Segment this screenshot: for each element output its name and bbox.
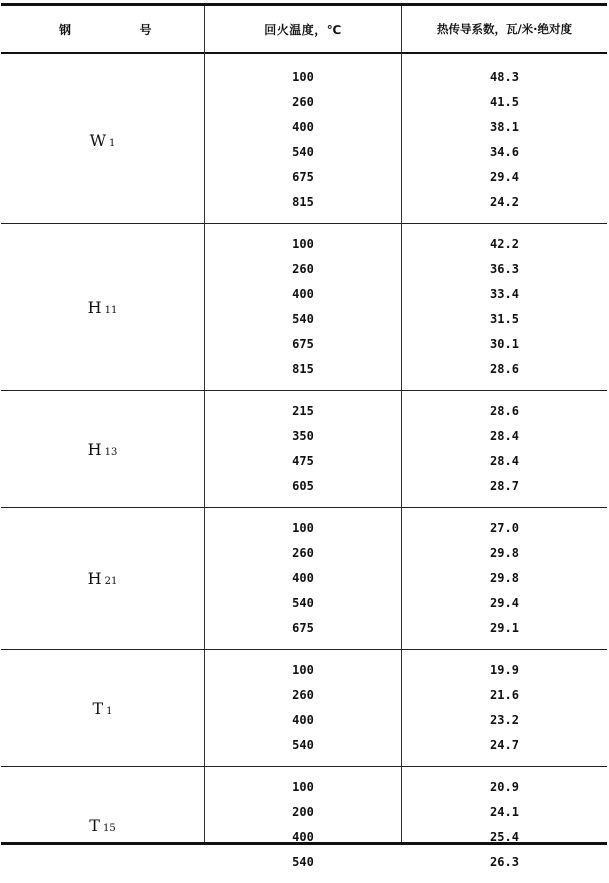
steel-grade-number: 11 bbox=[104, 304, 118, 316]
table-row bbox=[1, 332, 607, 357]
tempering-temperature-cell: 400 bbox=[292, 830, 314, 844]
table-row bbox=[1, 232, 607, 257]
table-row bbox=[1, 683, 607, 708]
steel-grade-letter: H bbox=[87, 297, 102, 317]
table-row bbox=[1, 357, 607, 382]
conductivity-value-cell: 28.4 bbox=[490, 429, 519, 443]
tempering-temperature-cell: 540 bbox=[292, 855, 314, 869]
tempering-temperature-cell: 400 bbox=[292, 713, 314, 727]
table-row bbox=[1, 65, 607, 90]
conductivity-value-cell: 24.2 bbox=[490, 195, 519, 209]
tempering-temperature-cell: 350 bbox=[292, 429, 314, 443]
table-row bbox=[1, 658, 607, 683]
steel-grade-letter: H bbox=[87, 569, 102, 588]
steel-group bbox=[1, 391, 607, 507]
conductivity-value-cell: 24.1 bbox=[490, 805, 519, 819]
tempering-temperature-cell: 815 bbox=[292, 362, 314, 376]
conductivity-value-cell: 28.7 bbox=[490, 479, 519, 493]
table-row bbox=[1, 165, 607, 190]
conductivity-value-cell: 42.2 bbox=[490, 237, 519, 251]
steel-grade-letter: T bbox=[92, 698, 104, 718]
tempering-temperature-cell: 260 bbox=[292, 546, 314, 560]
conductivity-value-cell: 24.7 bbox=[490, 738, 519, 752]
tempering-temperature-cell: 605 bbox=[292, 479, 314, 493]
conductivity-value-cell: 23.2 bbox=[490, 713, 519, 727]
table-row bbox=[1, 137, 607, 165]
conductivity-value-cell: 29.4 bbox=[490, 596, 519, 610]
table-row bbox=[1, 257, 607, 282]
group-separator bbox=[1, 649, 607, 650]
steel-group bbox=[1, 224, 607, 390]
header-steel-char-2: 号 bbox=[139, 22, 152, 37]
tempering-temperature-cell: 100 bbox=[292, 780, 314, 794]
conductivity-value-cell: 34.6 bbox=[490, 145, 519, 159]
group-separator bbox=[1, 223, 607, 224]
table-row bbox=[1, 516, 607, 541]
tempering-temperature-cell: 215 bbox=[292, 404, 314, 418]
table-row bbox=[1, 733, 607, 758]
conductivity-value-cell: 29.1 bbox=[490, 621, 519, 635]
tempering-temperature-cell: 100 bbox=[292, 237, 314, 251]
tempering-temperature-cell: 815 bbox=[292, 195, 314, 209]
table-row bbox=[1, 304, 607, 332]
table-row bbox=[1, 424, 607, 449]
conductivity-value-cell: 38.1 bbox=[490, 120, 519, 134]
table-row bbox=[1, 566, 607, 591]
table-row bbox=[1, 705, 607, 733]
conductivity-value-cell: 19.9 bbox=[490, 663, 519, 677]
steel-group bbox=[1, 650, 607, 766]
tempering-temperature-cell: 675 bbox=[292, 170, 314, 184]
header-temperature: 回火温度，℃ bbox=[264, 22, 342, 37]
table-row bbox=[1, 616, 607, 641]
steel-group bbox=[1, 508, 607, 649]
tempering-temperature-cell: 675 bbox=[292, 621, 314, 635]
tempering-temperature-cell: 260 bbox=[292, 688, 314, 702]
table-header bbox=[1, 6, 607, 52]
table-row bbox=[1, 115, 607, 140]
tempering-temperature-cell: 100 bbox=[292, 70, 314, 84]
table-row bbox=[1, 775, 607, 800]
header-conductivity: 热传导系数，瓦/米·绝对度 bbox=[436, 22, 573, 36]
tempering-temperature-cell: 100 bbox=[292, 663, 314, 677]
steel-grade-number: 13 bbox=[104, 446, 118, 458]
steel-grade-letter: W bbox=[89, 130, 107, 150]
conductivity-value-cell: 20.9 bbox=[490, 780, 519, 794]
conductivity-value-cell: 28.6 bbox=[490, 362, 519, 376]
table-row bbox=[1, 399, 607, 424]
table-row bbox=[1, 474, 607, 499]
tempering-temperature-cell: 540 bbox=[292, 738, 314, 752]
conductivity-value-cell: 41.5 bbox=[490, 95, 519, 109]
conductivity-value-cell: 25.4 bbox=[490, 830, 519, 844]
conductivity-value-cell: 26.3 bbox=[490, 855, 519, 869]
conductivity-value-cell: 29.4 bbox=[490, 170, 519, 184]
tempering-temperature-cell: 260 bbox=[292, 95, 314, 109]
group-separator bbox=[1, 766, 607, 767]
tempering-temperature-cell: 675 bbox=[292, 337, 314, 351]
steel-group bbox=[1, 57, 607, 223]
conductivity-value-cell: 30.1 bbox=[490, 337, 519, 351]
tempering-temperature-cell: 200 bbox=[292, 805, 314, 819]
table-row bbox=[1, 800, 607, 825]
conductivity-value-cell: 27.0 bbox=[490, 521, 519, 535]
table-row bbox=[1, 850, 607, 875]
steel-group bbox=[1, 767, 607, 883]
steel-grade-letter: T bbox=[89, 815, 100, 835]
conductivity-value-cell: 33.4 bbox=[490, 287, 519, 301]
table-row bbox=[1, 190, 607, 215]
steel-grade-number: 21 bbox=[104, 576, 118, 587]
tempering-temperature-cell: 540 bbox=[292, 596, 314, 610]
tempering-temperature-cell: 400 bbox=[292, 120, 314, 134]
table-row bbox=[1, 591, 607, 616]
tempering-temperature-cell: 475 bbox=[292, 454, 314, 468]
header-steel-grade bbox=[1, 6, 204, 52]
steel-grade-letter: H bbox=[87, 439, 102, 459]
steel-grade-number: 1 bbox=[106, 705, 113, 717]
header-rule bbox=[1, 52, 607, 54]
tempering-temperature-cell: 100 bbox=[292, 521, 314, 535]
steel-grade-number: 15 bbox=[102, 822, 116, 834]
conductivity-value-cell: 29.8 bbox=[490, 571, 519, 585]
steel-grade-number: 1 bbox=[109, 137, 116, 149]
table-row bbox=[1, 446, 607, 474]
conductivity-value-cell: 36.3 bbox=[490, 262, 519, 276]
tempering-temperature-cell: 260 bbox=[292, 262, 314, 276]
tempering-temperature-cell: 400 bbox=[292, 571, 314, 585]
table-row bbox=[1, 822, 607, 850]
tempering-temperature-cell: 540 bbox=[292, 312, 314, 326]
conductivity-value-cell: 48.3 bbox=[490, 70, 519, 84]
table-row bbox=[1, 90, 607, 115]
tempering-temperature-cell: 540 bbox=[292, 145, 314, 159]
table-row bbox=[1, 541, 607, 566]
conductivity-table bbox=[1, 3, 607, 869]
group-separator bbox=[1, 507, 607, 508]
conductivity-value-cell: 29.8 bbox=[490, 546, 519, 560]
conductivity-value-cell: 28.4 bbox=[490, 454, 519, 468]
tempering-temperature-cell: 400 bbox=[292, 287, 314, 301]
conductivity-value-cell: 21.6 bbox=[490, 688, 519, 702]
conductivity-value-cell: 31.5 bbox=[490, 312, 519, 326]
group-separator bbox=[1, 390, 607, 391]
table-row bbox=[1, 282, 607, 307]
header-steel-char-1: 钢 bbox=[59, 22, 72, 37]
conductivity-value-cell: 28.6 bbox=[490, 404, 519, 418]
